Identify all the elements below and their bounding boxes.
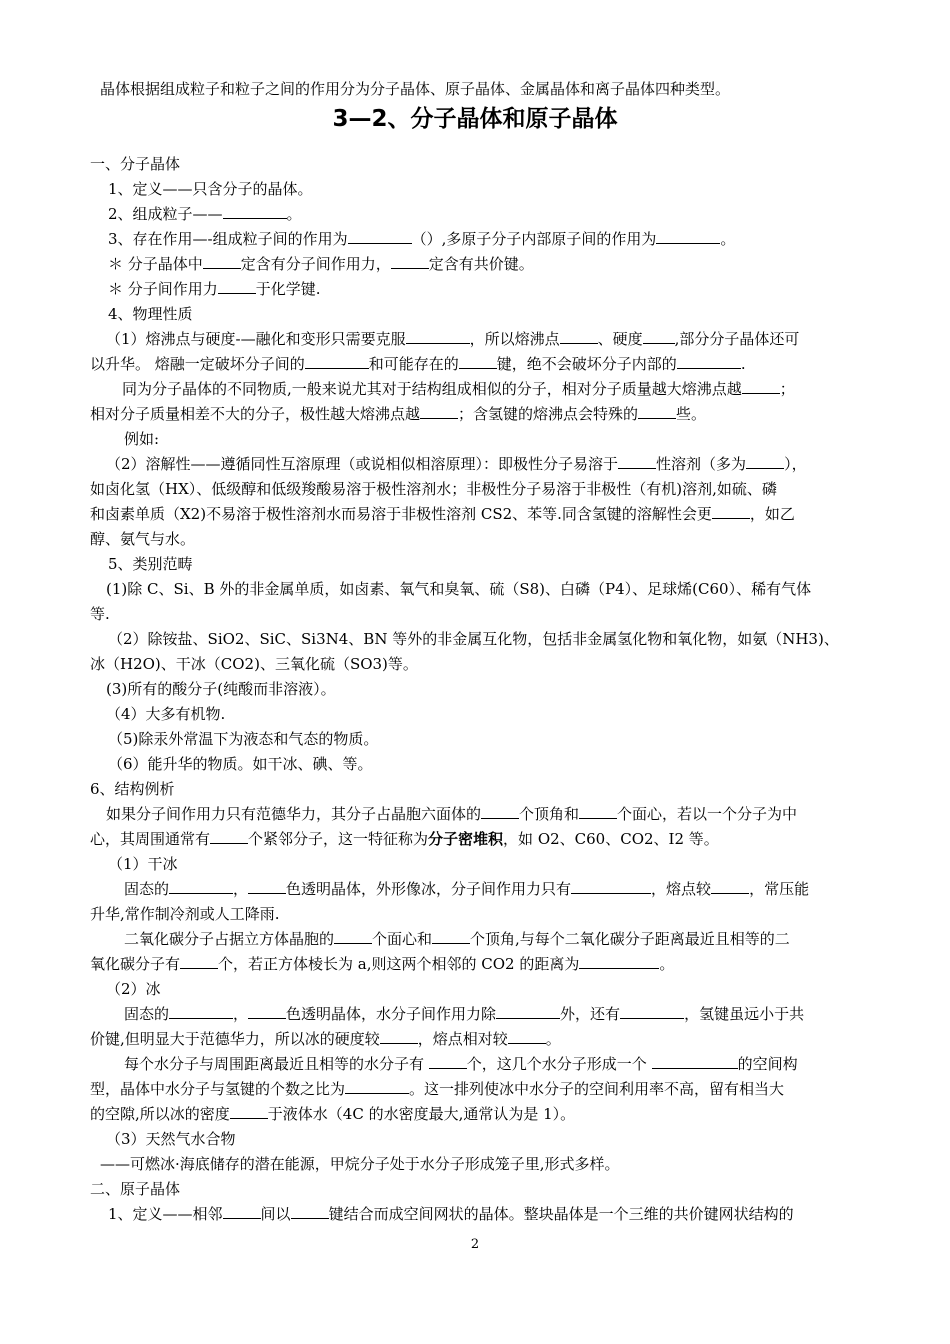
text-line [90, 479, 870, 499]
text: 型，晶体中水分子与氢键的个数之比为 [90, 1080, 346, 1098]
text: 于化学键. [255, 280, 321, 298]
text: 定含有分子间作用力， [240, 255, 391, 273]
text-line [106, 704, 886, 724]
text: 冰（H2O)、干冰（CO2)、三氧化硫（SO3)等。 [90, 655, 418, 673]
text: 间以 [260, 1205, 291, 1223]
fill-blank [218, 280, 256, 294]
text: ；含氢键的熔沸点会特殊的 [458, 405, 639, 423]
text: 。 [545, 1030, 561, 1048]
text: 于液体水（4C 的水密度最大,通常认为是 1）。 [267, 1105, 576, 1123]
text-line [124, 879, 904, 899]
text: （6）能升华的物质。如干冰、碘、等。 [108, 755, 373, 773]
text-line [90, 504, 870, 524]
text-line [108, 754, 888, 774]
text: ， [233, 880, 249, 898]
heading-text: 二、原子晶体 [90, 1180, 181, 1198]
text: ， [233, 1005, 249, 1023]
text: （4）大多有机物. [106, 705, 226, 723]
text: （2）溶解性——遵循同性互溶原理（或说相似相溶原理）：即极性分子易溶于 [106, 455, 619, 473]
fill-blank [291, 1205, 329, 1219]
fill-blank [638, 405, 676, 419]
text-line [108, 179, 888, 199]
text-line [106, 329, 886, 349]
fill-blank [230, 1105, 268, 1119]
text-line [124, 429, 904, 449]
fill-blank [169, 880, 233, 894]
text: 的空隙,所以冰的密度 [90, 1105, 230, 1123]
text: ）， [784, 455, 807, 473]
text-line [108, 229, 888, 249]
text: 个紧邻分子，这一特征称为 [248, 830, 429, 848]
text-line [108, 254, 888, 274]
text-line [90, 829, 870, 849]
text: 每个水分子与周围距离最近且相等的水分子有 [124, 1055, 429, 1073]
text: 3、存在作用—-组成粒子间的作用为 [108, 230, 348, 248]
text-line [90, 954, 870, 974]
text: 键，绝不会破坏分子内部的 [496, 355, 677, 373]
text: 个顶角和 [519, 805, 580, 823]
fill-blank [656, 230, 720, 244]
fill-blank [305, 355, 369, 369]
text: 1、定义——只含分子的晶体。 [108, 180, 313, 198]
text: （1）干冰 [108, 855, 178, 873]
text: 键结合而成空间网状的晶体。整块晶体是一个三维的共价键网状结构的 [328, 1205, 794, 1223]
intro-line [100, 79, 880, 99]
text-line [106, 1129, 886, 1149]
fill-blank [643, 330, 675, 344]
page-number: 2 [470, 1237, 480, 1252]
fill-blank [560, 330, 598, 344]
fill-blank [391, 255, 429, 269]
text: （）,多原子分子内部原子间的作用为 [411, 230, 657, 248]
fill-blank [429, 1055, 467, 1069]
text-line [90, 354, 870, 374]
fill-blank [712, 505, 750, 519]
text-line [108, 854, 888, 874]
text-line [108, 629, 888, 649]
fill-blank [579, 955, 659, 969]
page-title: 3—2、分子晶体和原子晶体 [332, 106, 618, 132]
text-line [90, 779, 870, 799]
text-line [90, 529, 870, 549]
text-line [90, 1029, 870, 1049]
text-line [90, 904, 870, 924]
text: （5)除汞外常温下为液态和气态的物质。 [108, 730, 379, 748]
text: 价键,但明显大于范德华力，所以冰的硬度较 [90, 1030, 380, 1048]
text: 个，这几个水分子形成一个 [466, 1055, 652, 1073]
text: 和卤素单质（X2)不易溶于极性溶剂水而易溶于非极性溶剂 CS2、苯等.同含氢键的溶解性会更 [90, 505, 712, 523]
text-line [100, 1154, 880, 1174]
fill-blank [334, 930, 372, 944]
text: 二氧化碳分子占据立方体晶胞的 [124, 930, 335, 948]
fill-blank [380, 1030, 418, 1044]
text: 如果分子间作用力只有范德华力，其分子占晶胞六面体的 [106, 805, 482, 823]
text: 外，还有 [560, 1005, 621, 1023]
text: ，熔点较 [651, 880, 712, 898]
text: 些。 [676, 405, 707, 423]
text: 升华,常作制冷剂或人工降雨. [90, 905, 280, 923]
text: 4、物理性质 [108, 305, 193, 323]
text-line [108, 1204, 868, 1224]
text: ，如乙 [749, 505, 795, 523]
text: ＊ 分子间作用力 [108, 280, 218, 298]
fill-blank [210, 830, 248, 844]
fill-blank [508, 1030, 546, 1044]
text-line [90, 404, 870, 424]
text: 、硬度 [597, 330, 643, 348]
fill-blank [406, 330, 470, 344]
text-line [108, 729, 888, 749]
fill-blank [711, 880, 749, 894]
fill-blank [459, 355, 497, 369]
text: 。 [659, 955, 675, 973]
text: 。 [286, 205, 302, 223]
fill-blank [180, 955, 218, 969]
text: ，氢键虽远小于共 [684, 1005, 805, 1023]
text-line [106, 979, 886, 999]
text-line [122, 379, 902, 399]
text: 相对分子质量相差不大的分子，极性越大熔沸点越 [90, 405, 421, 423]
text: 同为分子晶体的不同物质,一般来说尤其对于结构组成相似的分子，相对分子质量越大熔沸点越 [122, 380, 742, 398]
text: 2、组成粒子—— [108, 205, 223, 223]
text-line [124, 929, 904, 949]
text: 6、结构例析 [90, 780, 175, 798]
text: 1、定义——相邻 [108, 1205, 223, 1223]
text: 个，若正方体棱长为 a,则这两个相邻的 CO2 的距离为 [218, 955, 580, 973]
text: 色透明晶体，外形像冰，分子间作用力只有 [286, 880, 572, 898]
text: (3)所有的酸分子(纯酸而非溶液）。 [106, 680, 336, 698]
text-line [90, 604, 870, 624]
text: 个面心和 [372, 930, 433, 948]
text: （1）熔沸点与硬度-—融化和变形只需要克服 [106, 330, 406, 348]
fill-blank [677, 355, 741, 369]
text: ＊ 分子晶体中 [108, 255, 203, 273]
text: 和可能存在的 [368, 355, 459, 373]
text: 等. [90, 605, 110, 623]
text: （2）冰 [106, 980, 161, 998]
text: 以升华。 熔融一定破坏分子间的 [90, 355, 305, 373]
text-line [106, 679, 886, 699]
fill-blank [579, 805, 617, 819]
text-line [108, 304, 888, 324]
text: 心，其周围通常有 [90, 830, 211, 848]
text: 5、类别范畴 [108, 555, 193, 573]
fill-blank [223, 1205, 261, 1219]
section-heading [90, 1179, 870, 1199]
fill-blank [496, 1005, 560, 1019]
fill-blank [742, 380, 780, 394]
text-line [108, 554, 888, 574]
fill-blank [620, 1005, 684, 1019]
text: ； [779, 380, 795, 398]
text-line [90, 654, 870, 674]
fill-blank [746, 455, 784, 469]
text: 定含有共价键。 [428, 255, 534, 273]
text: ，常压能 [749, 880, 810, 898]
text: 。这一排列使冰中水分子的空间利用率不高，留有相当大 [409, 1080, 785, 1098]
bold-term: 分子密堆积 [428, 830, 504, 848]
text: 固态的 [124, 880, 170, 898]
fill-blank [223, 205, 287, 219]
text: 例如: [124, 430, 160, 448]
fill-blank [248, 1005, 286, 1019]
text: 个顶角,与每个二氧化碳分子距离最近且相等的二 [470, 930, 790, 948]
text: ，熔点相对较 [417, 1030, 508, 1048]
text: （3）天然气水合物 [106, 1130, 236, 1148]
section-heading [90, 154, 870, 174]
fill-blank [345, 1080, 409, 1094]
text: ,部分分子晶体还可 [674, 330, 800, 348]
text: 固态的 [124, 1005, 170, 1023]
text-line [90, 1104, 870, 1124]
text-line [106, 804, 886, 824]
heading-text: 一、分子晶体 [90, 155, 181, 173]
text: 个面心，若以一个分子为中 [617, 805, 798, 823]
text: (1)除 C、Si、B 外的非金属单质，如卤素、氧气和臭氧、硫（S8)、白磷（P4）、足球烯(C60）、稀有气体 [106, 580, 812, 598]
text-line [108, 279, 888, 299]
text: 如卤化氢（HX）、低级醇和低级羧酸易溶于极性溶剂水；非极性分子易溶于非极性（有机)溶剂,如硫、磷 [90, 480, 777, 498]
fill-blank [652, 1055, 738, 1069]
text: 性溶剂（多为 [656, 455, 747, 473]
fill-blank [571, 880, 651, 894]
text-line [124, 1054, 904, 1074]
text: 氧化碳分子有 [90, 955, 181, 973]
fill-blank [618, 455, 656, 469]
text-line [106, 454, 886, 474]
text: ，如 O2、C60、CO2、I2 等。 [503, 830, 719, 848]
text: 色透明晶体，水分子间作用力除 [286, 1005, 497, 1023]
fill-blank [432, 930, 470, 944]
text: （2）除铵盐、SiO2、SiC、Si3N4、BN 等外的非金属互化物，包括非金属氢化物和氧化物，如氨（NH3)、 [108, 630, 839, 648]
text: ，所以熔沸点 [469, 330, 560, 348]
text: 的空间构 [737, 1055, 798, 1073]
text: ——可燃冰·海底储存的潜在能源，甲烷分子处于水分子形成笼子里,形式多样。 [100, 1155, 620, 1173]
text-line [124, 1004, 904, 1024]
fill-blank [420, 405, 458, 419]
text: 醇、氨气与水。 [90, 530, 196, 548]
fill-blank [481, 805, 519, 819]
intro-text: 晶体根据组成粒子和粒子之间的作用分为分子晶体、原子晶体、金属晶体和离子晶体四种类型。 [100, 80, 731, 98]
text-line [108, 204, 888, 224]
fill-blank [348, 230, 412, 244]
fill-blank [169, 1005, 233, 1019]
text: 。 [720, 230, 736, 248]
text: . [740, 355, 746, 373]
fill-blank [203, 255, 241, 269]
fill-blank [248, 880, 286, 894]
text-line [106, 579, 886, 599]
text-line [90, 1079, 870, 1099]
